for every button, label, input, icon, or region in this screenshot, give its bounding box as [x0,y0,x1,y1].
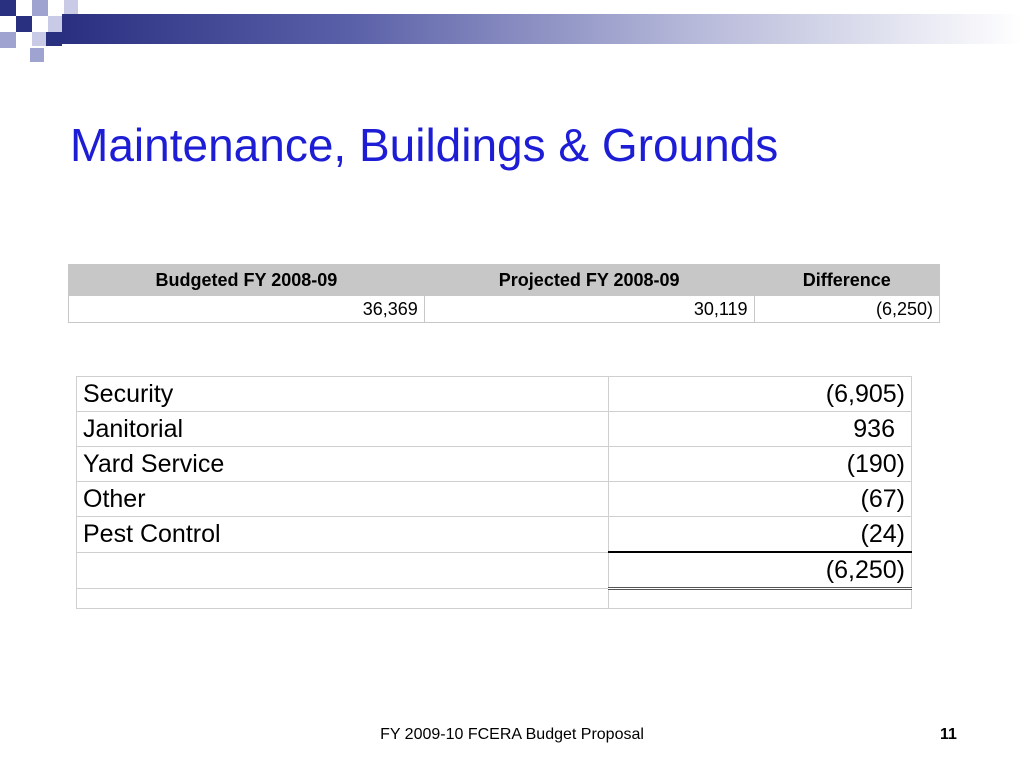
row-value: (24) [609,517,912,553]
row-label: Security [77,377,609,412]
deco-square [46,32,62,46]
table-row [77,412,912,447]
empty-row [77,589,912,609]
row-label: Janitorial [77,412,609,447]
slide-title: Maintenance, Buildings & Grounds [70,119,779,171]
table-row [77,377,912,412]
table-row [77,482,912,517]
empty-cell [609,589,912,609]
summary-header-row [69,265,940,296]
total-label-cell [77,552,609,589]
header-decoration [0,0,1024,70]
table-row [77,447,912,482]
total-row [77,552,912,589]
row-value-text: 936 [853,414,895,443]
row-label: Yard Service [77,447,609,482]
value-budgeted: 36,369 [69,296,425,323]
summary-value-row [69,296,940,323]
deco-square [16,16,32,32]
header-budgeted: Budgeted FY 2008-09 [69,265,425,296]
deco-square [32,0,48,16]
page-number: 11 [940,726,957,743]
total-value: (6,250) [609,552,912,589]
row-value: (190) [609,447,912,482]
detail-table [76,376,912,609]
row-label: Other [77,482,609,517]
deco-square [30,48,44,62]
deco-square [32,32,46,46]
table-row [77,517,912,553]
header-difference: Difference [754,265,939,296]
summary-table [68,264,940,323]
header-projected: Projected FY 2008-09 [424,265,754,296]
row-label: Pest Control [77,517,609,553]
row-value: (67) [609,482,912,517]
value-difference: (6,250) [754,296,939,323]
slide-footer: FY 2009-10 FCERA Budget Proposal [380,726,644,743]
row-value [609,412,912,447]
value-projected: 30,119 [424,296,754,323]
deco-square [64,0,78,14]
empty-cell [77,589,609,609]
deco-square [0,0,16,16]
deco-square [0,32,16,48]
row-value: (6,905) [609,377,912,412]
header-gradient-bar [62,14,1022,44]
